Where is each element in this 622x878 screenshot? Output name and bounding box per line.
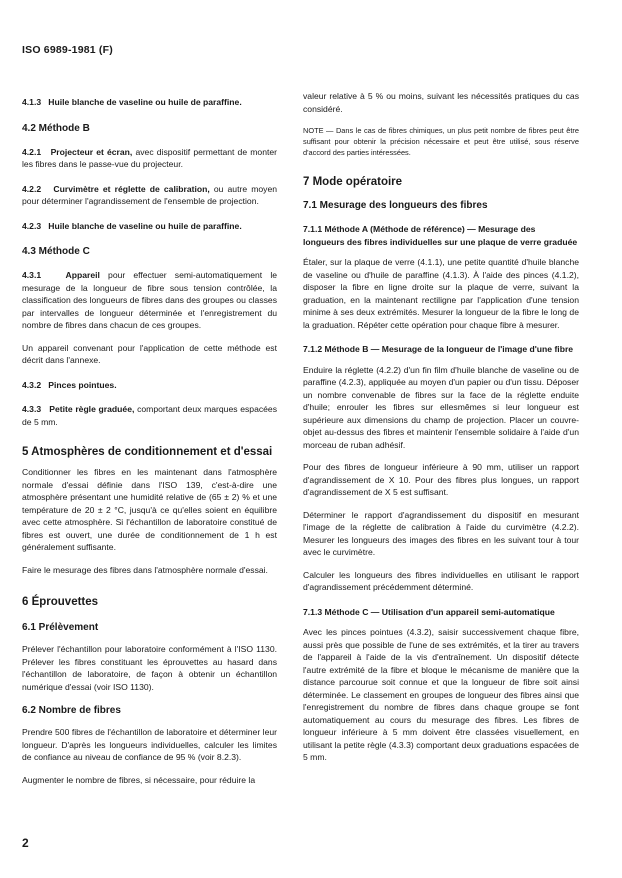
- chapter-5-paragraph: Conditionner les fibres en les maintenant dans l'atmosphère normale d'essai définie dans l'ISO 139, c'est-à-dire une atmosphère présentant une humidité relative de (65 ± 2) % et une température de 20 ± 2 °C, jusqu'à ce qu'elles soient en équilibre avec cette atmosphère. Si l'échantillon de laboratoire constitué de fibres est ouvert, une durée de conditionnement de 1 h est généralement suffisante.: [22, 467, 277, 552]
- clause-4-3-2: [22, 379, 277, 392]
- chapter-7-heading: 7 Mode opératoire: [303, 176, 403, 188]
- clause-title: Petite règle graduée,: [49, 404, 135, 414]
- document-header: ISO 6989-1981 (F): [22, 44, 113, 56]
- clause-7-1-2-paragraph: Déterminer le rapport d'agrandissement du dispositif en mesurant l'image de la réglette de calibration à l'aide du curvimètre (4.2.2). Mesurer les longueurs des images des fibres en les suivant tour à tour avec le curvimètre.: [303, 509, 579, 557]
- clause-text: avec dispositif permettant de monter les fibres dans le passe-vue du projecteur.: [22, 146, 278, 169]
- chapter-5-heading: 5 Atmosphères de conditionnement et d'essai: [22, 446, 273, 458]
- section-4-3-heading: 4.3 Méthode C: [22, 246, 90, 257]
- section-6-1-heading: 6.1 Prélèvement: [22, 622, 99, 633]
- clause-7-1-1-paragraph: Étaler, sur la plaque de verre (4.1.1), une petite quantité d'huile blanche de vaseline ou d'huile de paraffine (4.1.3). À l'aide des pinces (4.1.2), disposer la fibre en ligne droite sur la plaque de verre, suivant la graduation, en la maintenant rectiligne par l'application d'une tension minime à ses deux extrémités. Mesurer la longueur de la fibre le long de la graduation. Répéter cette opération pour chaque fibre à mesurer.: [303, 257, 579, 330]
- clause-number: 4.2.1: [22, 146, 42, 157]
- clause-7-1-2-title: 7.1.2 Méthode B — Mesurage de la longueur de l'image d'une fibre: [303, 344, 574, 354]
- clause-7-1-1-title: 7.1.1 Méthode A (Méthode de référence) — Mesurage des longueurs des fibres individuelles sur une plaque de verre graduée: [303, 224, 578, 247]
- clause-number: 4.3.1: [22, 270, 42, 280]
- chapter-5-paragraph: Faire le mesurage des fibres dans l'atmosphère normale d'essai.: [22, 564, 268, 575]
- clause-number: 4.1.3: [22, 97, 42, 107]
- clause-title: Pinces pointues.: [48, 379, 117, 390]
- right-column: [303, 90, 579, 764]
- clause-title: Projecteur et écran,: [50, 146, 133, 157]
- clause-text: pour effectuer semi-automatiquement le mesurage de la longueur de fibre sous tension contrôlée, la classification des longueurs de fibres dans des groupes ou classes par intervalles de longueur déterminée et l'enregistrement du nombre de fibres dans chacun de ces groupes.: [22, 270, 278, 330]
- page-number: 2: [22, 836, 29, 850]
- clause-4-3-3: [22, 403, 277, 428]
- clause-4-1-3: [22, 96, 277, 109]
- clause-number: 4.2.3: [22, 220, 42, 231]
- clause-number: 4.3.3: [22, 404, 42, 414]
- clause-4-3-1: [22, 269, 277, 332]
- left-column: [22, 96, 277, 786]
- section-7-1-heading: 7.1 Mesurage des longueurs des fibres: [303, 200, 488, 211]
- section-6-2-heading: 6.2 Nombre de fibres: [22, 705, 121, 716]
- clause-4-2-2: [22, 183, 277, 208]
- annex-reference: Un appareil convenant pour l'application de cette méthode est décrit dans l'annexe.: [22, 342, 277, 365]
- section-6-1-paragraph: Prélever l'échantillon pour laboratoire conformément à l'ISO 1130. Prélever les fibres constituant les éprouvettes au hasard dans l'échantillon de laboratoire, de façon à obtenir un échantillon numérique d'essai (voir ISO 1130).: [22, 644, 277, 692]
- clause-7-1-2-paragraph: Calculer les longueurs des fibres individuelles en utilisant le rapport d'agrandissement précédemment déterminé.: [303, 569, 579, 592]
- clause-4-2-1: [22, 146, 277, 171]
- section-6-2-paragraph: Prendre 500 fibres de l'échantillon de laboratoire et déterminer leur longueur. D'après les longueurs individuelles, calculer les limites de confiance au niveau de confiance de 95 % (voir 8.2.3).: [22, 727, 277, 762]
- clause-4-2-3: [22, 220, 277, 233]
- clause-7-1-3-paragraph: Avec les pinces pointues (4.3.2), saisir successivement chaque fibre, aussi près que possible de l'une de ses extrémités, et la tirer au travers de l'appareil à l'aide de la vis d'entraînement. Un dispositif détecte l'autre extrémité de la fibre et bloque le mécanisme de manière que la distance parcourue soit connue et que la longueur de fibre soit ainsi déterminée. Le classement en groupes de longueur des fibres ainsi que l'enregistrement du nombre de fibres dans chaque groupe se font automatiquement au cours du mesurage des fibres. Les fibres de longueur inférieure à 5 mm doivent être classées visuellement, en utilisant la petite règle (4.3.3) comportant deux graduations espacées de 5 mm.: [303, 627, 579, 762]
- clause-7-1-2-paragraph: Pour des fibres de longueur inférieure à 90 mm, utiliser un rapport d'agrandissement de X 10. Pour des fibres plus longues, un rapport d'agrandissement de X 5 est suffisant.: [303, 462, 579, 497]
- clause-text: comportant deux marques espacées de 5 mm.: [22, 404, 278, 427]
- clause-title: Curvimètre et réglette de calibration,: [53, 183, 210, 194]
- clause-number: 4.3.2: [22, 379, 42, 390]
- section-4-2-heading: 4.2 Méthode B: [22, 122, 90, 134]
- clause-number: 4.2.2: [22, 183, 42, 194]
- clause-7-1-3-title: 7.1.3 Méthode C — Utilisation d'un appareil semi-automatique: [303, 606, 555, 617]
- clause-title: Huile blanche de vaseline ou huile de paraffine.: [48, 220, 242, 231]
- clause-title: Huile blanche de vaseline ou huile de paraffine.: [48, 97, 242, 107]
- clause-title: Appareil: [65, 270, 100, 280]
- section-6-2-paragraph: Augmenter le nombre de fibres, si nécessaire, pour réduire la: [22, 774, 256, 785]
- clause-text: ou autre moyen pour déterminer l'agrandissement de l'ensemble de projection.: [22, 183, 277, 206]
- clause-7-1-2-paragraph: Enduire la réglette (4.2.2) d'un fin film d'huile blanche de vaseline ou de paraffine (4.2.3), appliquée au moyen d'un papier ou d'un tissu. Déposer un nombre convenable de fibres sur la face de la réglette enduite d'huile; enrouler les fibres sur ellesmêmes si leur longueur est supérieure aux dimensions du champ de projection. Placer un couvre-objet au-dessus des fibres et maintenir l'ensemble solidaire à l'aide d'un morceau de ruban adhésif.: [303, 364, 579, 450]
- continued-paragraph: valeur relative à 5 % ou moins, suivant les nécessités pratiques du cas considéré.: [303, 91, 579, 114]
- chapter-6-heading: 6 Éprouvettes: [22, 596, 99, 608]
- note: NOTE — Dans le cas de fibres chimiques, un plus petit nombre de fibres peut être suffisant pour obtenir la précision nécessaire et peut être utilisé, sous réserve d'accord des parties intéressées.: [303, 126, 579, 157]
